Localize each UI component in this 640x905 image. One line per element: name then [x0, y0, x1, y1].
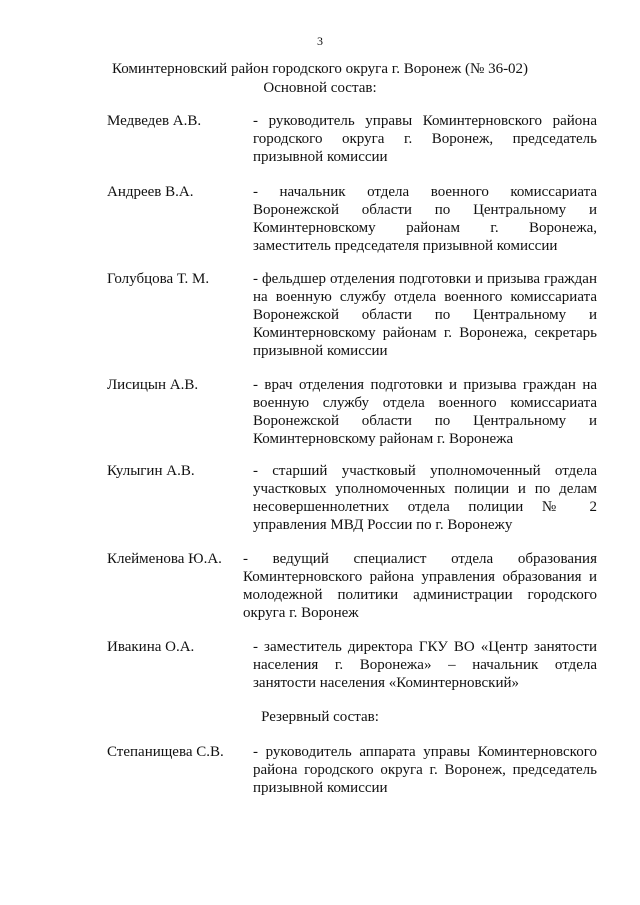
member-role: - начальник отдела военного комиссариата Воронежской области по Центральному и Коминтерновскому районам г. Воронежа, заместитель председателя призывной комиссии	[253, 184, 597, 254]
member-role: - старший участковый уполномоченный отдела участковых уполномоченных полиции и по делам несовершеннолетних отдела полиции № 2 управления МВД России по г. Воронежу	[253, 463, 597, 533]
member-name: Медведев А.В.	[107, 113, 202, 129]
member-role: - руководитель аппарата управы Коминтерновского района городского округа г. Воронеж, председатель призывной комиссии	[253, 744, 597, 796]
member-role: - заместитель директора ГКУ ВО «Центр занятости населения г. Воронежа» – начальник отдела занятости населения «Коминтерновский»	[253, 639, 597, 691]
member-role: - руководитель управы Коминтерновского района городского округа г. Воронеж, председатель призывной комиссии	[253, 113, 597, 165]
main-composition-heading: Основной состав:	[263, 80, 377, 96]
page-number: 3	[317, 34, 323, 48]
member-name: Андреев В.А.	[107, 184, 194, 200]
member-role: - врач отделения подготовки и призыва граждан на военную службу отдела военного комиссариата Воронежской области по Центральному и Коминтерновскому районам г. Воронежа	[253, 377, 597, 447]
member-name: Клейменова Ю.А.	[107, 551, 222, 567]
member-role: - фельдшер отделения подготовки и призыва граждан на военную службу отдела военного комиссариата Воронежской области по Центральному и Коминтерновскому районам г. Воронежа, секретарь призывной комиссии	[253, 271, 597, 359]
member-name: Голубцова Т. М.	[107, 271, 210, 287]
reserve-composition-heading: Резервный состав:	[261, 709, 379, 725]
document-title: Коминтерновский район городского округа г. Воронеж (№ 36-02)	[111, 61, 529, 77]
member-name: Кулыгин А.В.	[107, 463, 195, 479]
member-name: Степанищева С.В.	[107, 744, 224, 760]
member-role: - ведущий специалист отдела образования Коминтерновского района управления образования и молодежной политики администрации городского округа г. Воронеж	[243, 551, 597, 621]
member-name: Ивакина О.А.	[107, 639, 195, 655]
member-name: Лисицын А.В.	[107, 377, 199, 393]
